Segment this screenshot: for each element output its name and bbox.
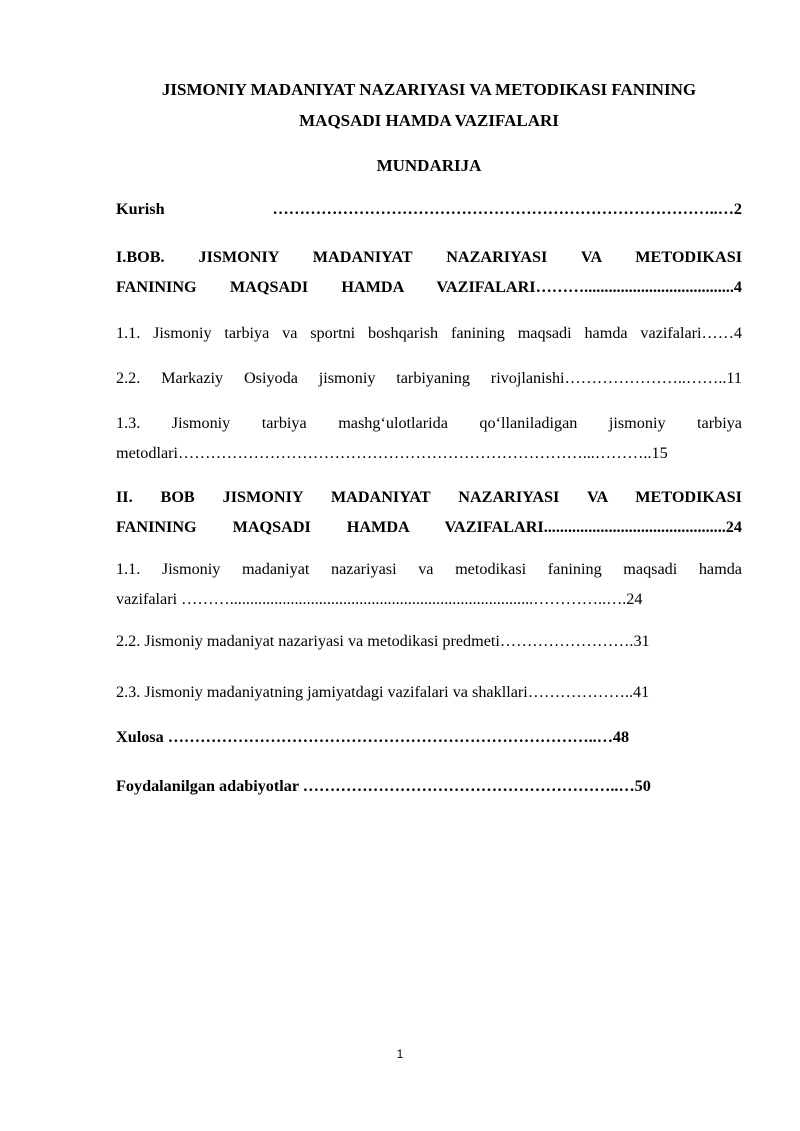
toc-entry-bob2-line-2: FANINING MAQSADI HAMDA VAZIFALARI.............................................24 — [116, 518, 742, 536]
toc-entry-bob1-line-2: FANINING MAQSADI HAMDA VAZIFALARI……….....................................4 — [116, 278, 742, 296]
toc-entry-2-3: 2.3. Jismoniy madaniyatning jamiyatdagi vazifalari va shakllari………………..41 — [116, 683, 650, 701]
toc-entry-kurish: Kurish ………………………………………………………………………..…2 — [116, 200, 742, 218]
document-title-line-2: MAQSADI HAMDA VAZIFALARI — [299, 111, 559, 130]
toc-entry-bob2-line-1: II. BOB JISMONIY MADANIYAT NAZARIYASI VA METODIKASI — [116, 488, 742, 506]
toc-entry-2-2-2: 2.2. Jismoniy madaniyat nazariyasi va metodikasi predmeti…………………….31 — [116, 632, 650, 650]
toc-entry-1-1: 1.1. Jismoniy tarbiya va sportni boshqarish fanining maqsadi hamda vazifalari……4 — [116, 324, 742, 342]
toc-heading: MUNDARIJA — [376, 156, 482, 175]
toc-entry-1-3-line-1: 1.3. Jismoniy tarbiya mashg‘ulotlarida qo‘llaniladigan jismoniy tarbiya — [116, 414, 742, 432]
toc-entry-bob1 — [116, 242, 742, 302]
page-number: 1 — [396, 1047, 404, 1061]
toc-entry-2-2: 2.2. Markaziy Osiyoda jismoniy tarbiyaning rivojlanishi…………………..……..11 — [116, 369, 742, 387]
toc-entry-1-3-line-2: metodlari…………………………………………………………………...………..15 — [116, 444, 668, 462]
document-title-line-1: JISMONIY MADANIYAT NAZARIYASI VA METODIKASI FANINING — [161, 80, 697, 99]
toc-entry-bob1-line-1: I.BOB. JISMONIY MADANIYAT NAZARIYASI VA METODIKASI — [116, 248, 742, 266]
toc-entry-2-1-1-line-2: vazifalari ………...........................................................................…………..….24 — [116, 590, 643, 608]
toc-entry-foydalanilgan-adabiyotlar: Foydalanilgan adabiyotlar …………………………………………………..…50 — [116, 777, 651, 795]
toc-entry-xulosa: Xulosa ……………………………………………………………………..…48 — [116, 728, 630, 746]
toc-entry-1-3 — [116, 408, 742, 468]
toc-entry-bob2 — [116, 482, 742, 542]
document-page — [116, 74, 742, 801]
table-of-contents — [116, 194, 742, 801]
toc-entry-2-1-1 — [116, 554, 742, 614]
toc-entry-2-1-1-line-1: 1.1. Jismoniy madaniyat nazariyasi va metodikasi fanining maqsadi hamda — [116, 560, 742, 578]
